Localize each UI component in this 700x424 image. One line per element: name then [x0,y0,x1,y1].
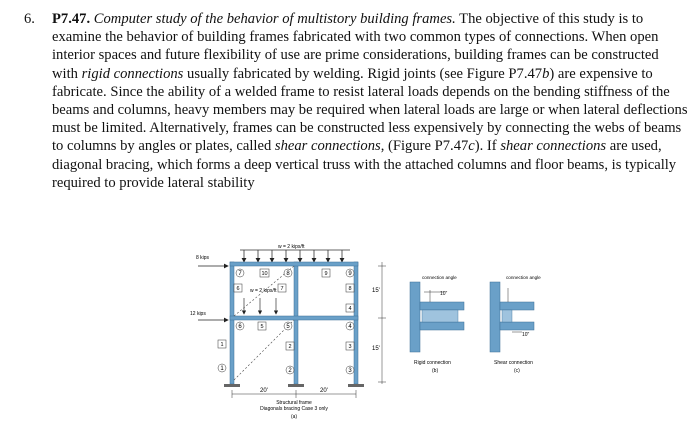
structural-frame [190,244,386,419]
conn-angle-b-label: connection angle [422,275,457,280]
columns [230,262,358,384]
member-8: 8 [348,286,352,292]
caption-c: Shear connection [494,360,533,366]
figure-p7-47 [160,240,680,419]
problem-text-p6: are used, diagonal bracing, which forms a deep vertical truss with the attached columns and floor beams, is typically required to provide lateral stability [52,138,677,191]
dim-15-top: 15' [372,288,380,294]
caption-a-line2: Diagonals bracing Case 3 only [260,406,328,412]
mid-distributed-load [244,298,276,314]
shear-connection-detail [490,275,541,374]
member-4: 4 [348,306,352,312]
joint-2: 2 [288,368,292,374]
member-10: 10 [261,271,268,277]
conn-angle-c-label: connection angle [506,275,541,280]
joint-5: 5 [286,324,290,330]
horizontal-dimensions [232,390,356,398]
dim-20-right: 20' [320,388,328,394]
problem-text-p5: ). If [474,138,497,155]
figure-ref-b: b [542,65,550,82]
problem-text [52,10,688,192]
dim-20-left: 20' [260,388,268,394]
problem-text-p3: ) are expensive to fabricate. Since the ability of a welded frame to resist lateral loads depends on the bending stiffness of the beams and columns, heavy members may be required when lateral loads are large or when lateral deflections must be limited. Alternatively, frames can be constructed less expensively by connecting the webs of beams to columns by angles or plates, called [52,65,688,155]
top-load-label: w = 2 kips/ft [278,244,305,250]
joint-8: 8 [286,271,290,277]
supports [224,384,364,387]
joint-3: 3 [348,368,352,374]
joint-1: 1 [220,366,224,372]
label-c: (c) [514,368,520,374]
problem-text-p1: The objective of this study is to examine the behavior of building frames fabricated with two common types of connections. When open interior spaces and future flexibility of use are prime considerations, building frames can be constructed with [52,11,659,82]
problem-text-p2: usually fabricated by welding. Rigid joints (see Figure P7.47 [187,65,543,82]
member-3: 3 [348,344,352,350]
dim-10-c: 10" [522,332,530,338]
dim-10-b: 10" [440,291,448,297]
vertical-dimensions [378,262,386,384]
figure-svg [160,240,680,419]
member-5: 5 [260,324,264,330]
member-labels [218,269,354,350]
rigid-connection-detail [410,275,464,374]
shear-connections-term-2: shear connections [500,138,607,155]
joint-4: 4 [348,324,352,330]
problem-text-p4: , (Figure P7.47 [380,138,469,155]
caption-b: Rigid connection [414,360,451,366]
member-9: 9 [324,271,328,277]
top-distributed-load [240,250,350,262]
caption-a-line1: Structural frame [276,400,312,406]
lateral-load-8-label: 8 kips [196,255,210,261]
joint-7: 7 [238,271,242,277]
figure-ref-c: c [468,138,475,155]
joint-9: 9 [348,271,352,277]
lateral-load-12-label: 12 kips [190,311,206,317]
label-b: (b) [432,368,439,374]
dim-15-bottom: 15' [372,346,380,352]
member-7: 7 [280,286,284,292]
label-a: (a) [290,414,298,419]
member-1: 1 [220,342,224,348]
rigid-connections-term: rigid connections [81,65,184,82]
problem-number: 6. [24,11,35,27]
joint-6: 6 [238,324,242,330]
problem-title: Computer study of the behavior of multistory building frames. [93,11,456,27]
member-2: 2 [288,344,292,350]
mid-load-label: w = 2 kips/ft [250,288,277,294]
problem-id: P7.47. [52,11,91,27]
shear-connections-term: shear connections [274,138,381,155]
member-6: 6 [236,286,240,292]
